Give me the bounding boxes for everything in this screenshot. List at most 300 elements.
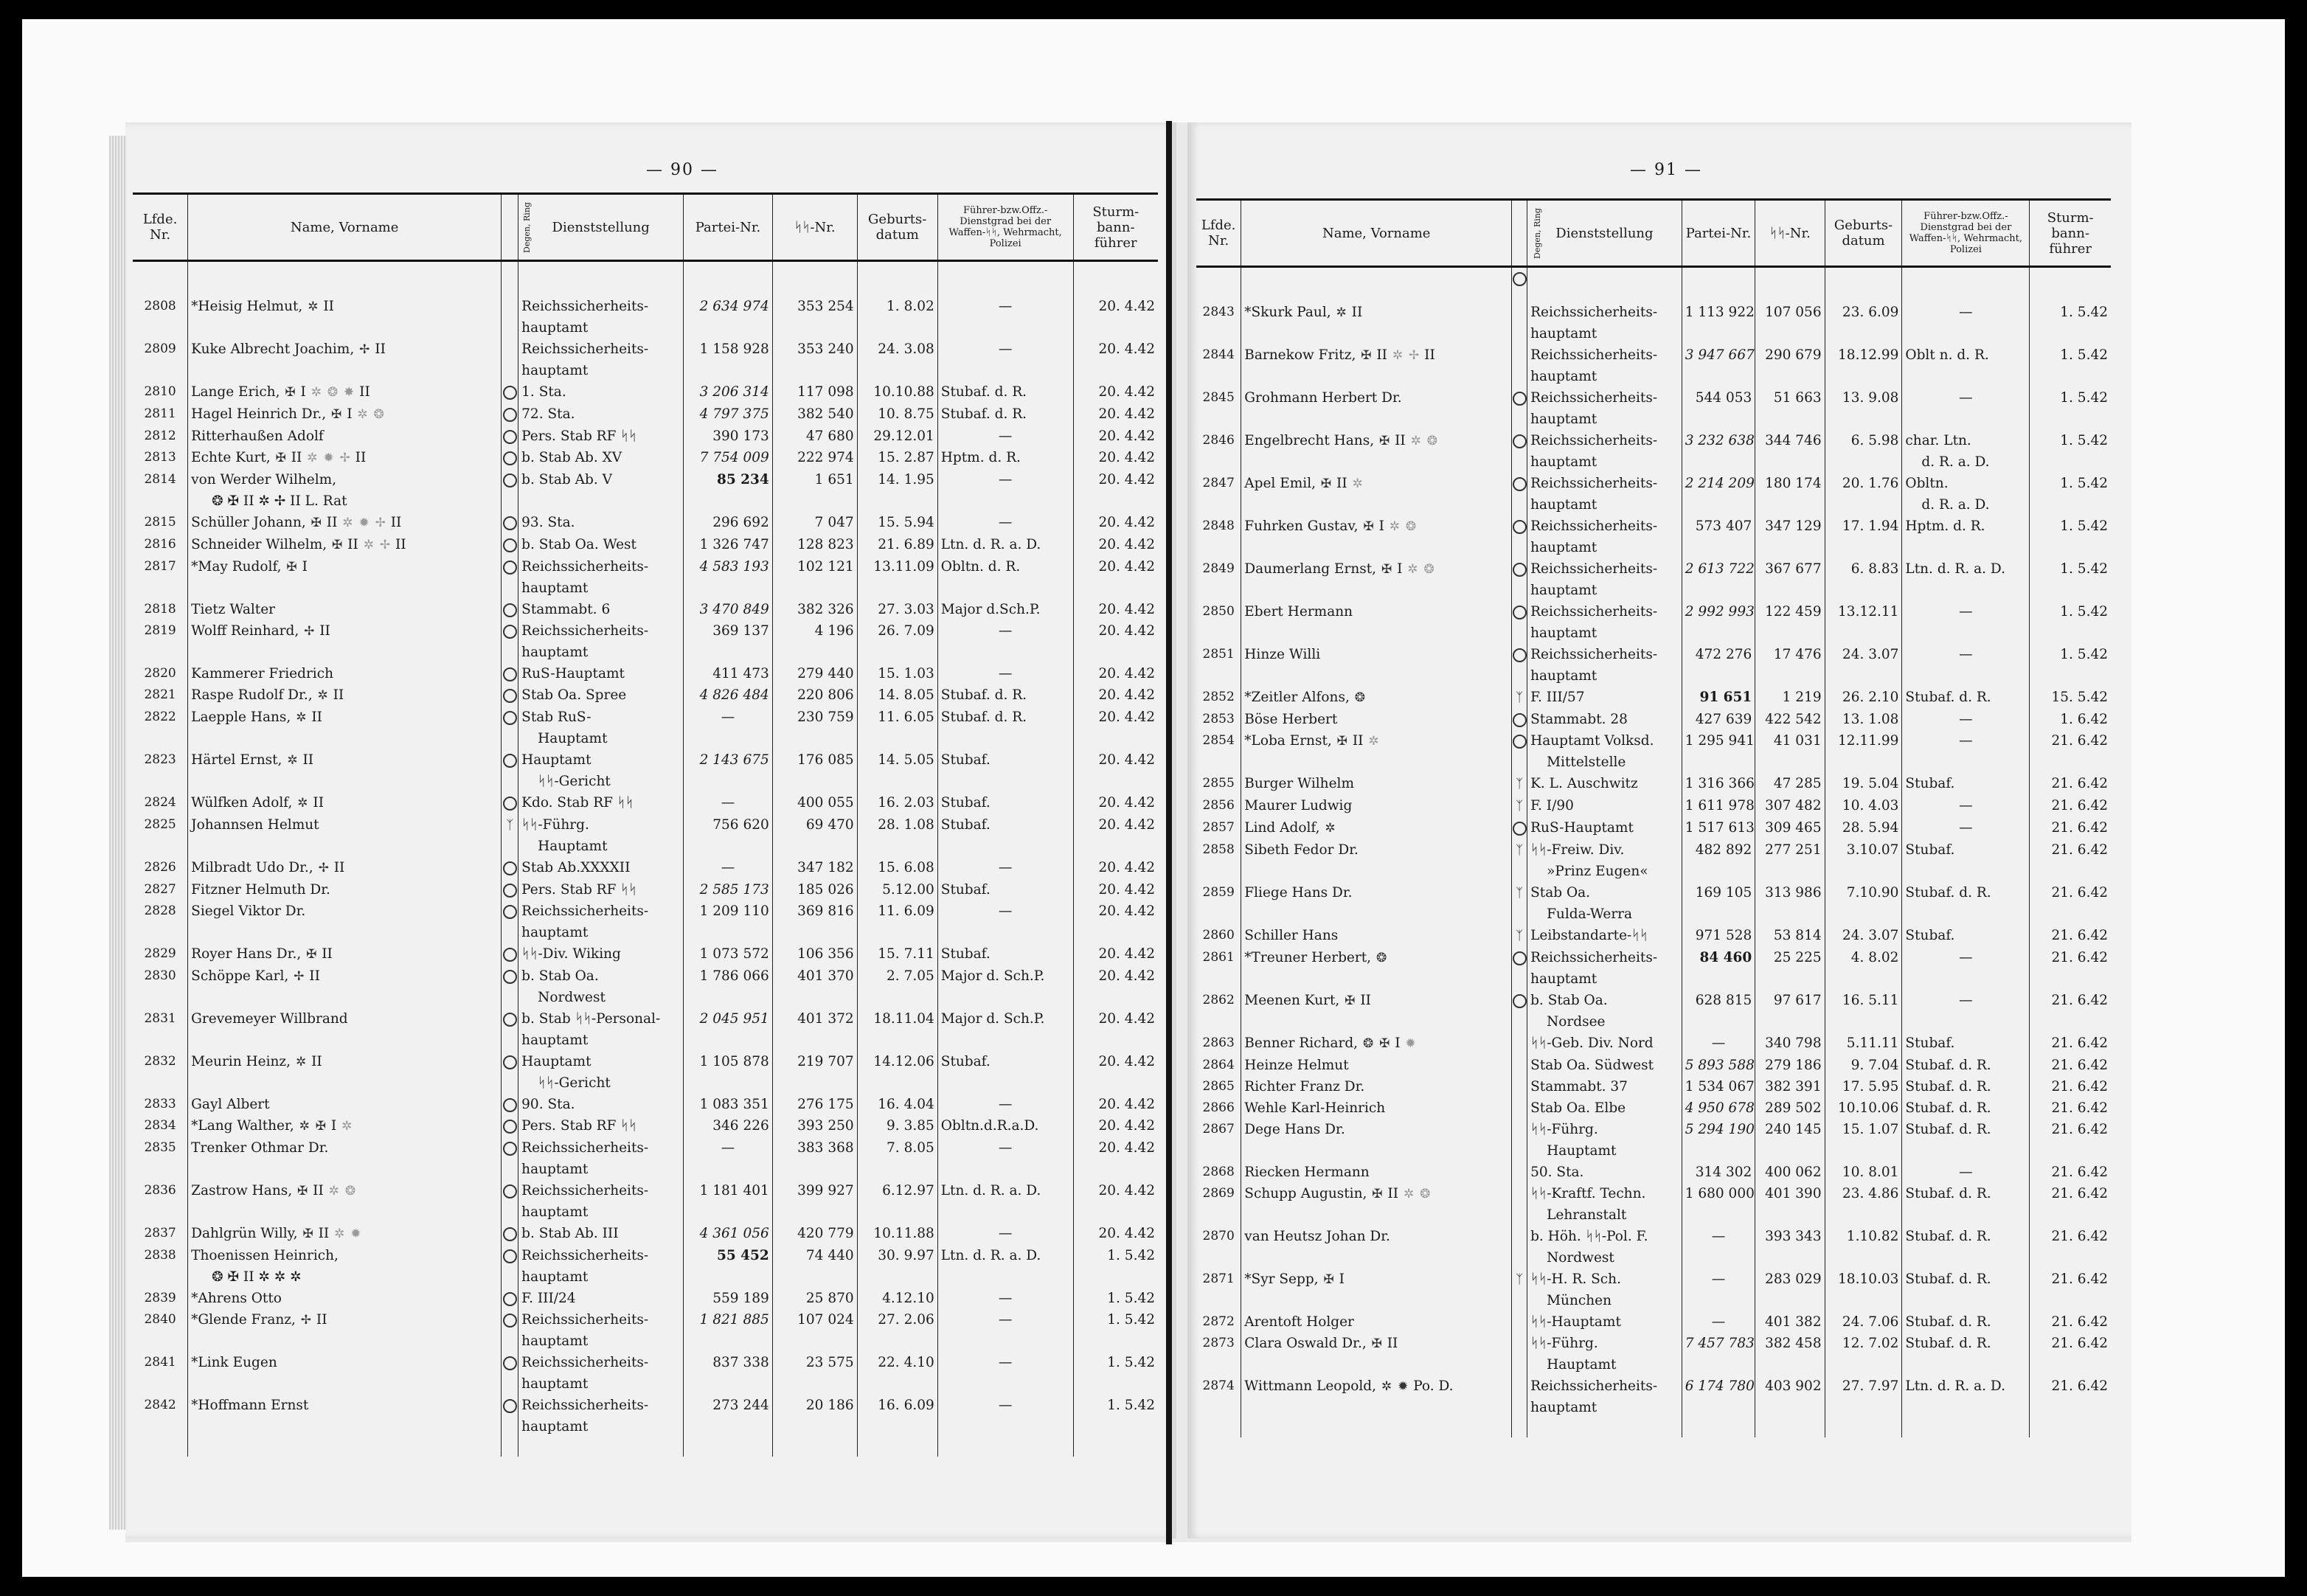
row-sturmbannfuehrer-date: 21. 6.42 [2030,839,2111,882]
dienststellung-line: 50. Sta. [1530,1165,1584,1180]
row-name-cell [188,901,502,943]
row-dienstgrad [937,339,1073,381]
row-sturmbannfuehrer-date: 20. 4.42 [1073,599,1158,620]
badge-icon: ✲ [311,385,322,400]
row-dienstgrad [937,857,1073,879]
decoration-grade: II [302,752,314,768]
row-number: 2819 [144,623,176,638]
sportabzeichen-icon: ✲ [308,299,319,314]
row-dienststellung [1527,1097,1682,1119]
row-geburtsdatum: 15. 1.03 [857,663,937,684]
row-ss-nr: 1 219 [1755,687,1825,709]
decoration-grade: II [1351,305,1363,320]
ring-cell [1512,516,1527,558]
row-dienststellung [518,261,684,339]
row-name: Maurer Ludwig [1244,798,1353,813]
ring-cell [1512,730,1527,773]
dienststellung-line: Kdo. Stab RF ᛋᛋ [521,795,634,811]
dienstgrad-line: Stubaf. d. R. [1905,885,1991,901]
row-name: von Werder Wilhelm, [191,472,337,488]
row-geburtsdatum: 13.12.11 [1825,601,1902,644]
row-number: 2824 [144,795,176,810]
page-number-right: — 91 — [1630,161,1702,179]
row-partei-nr: 4 361 056 [684,1223,773,1245]
row-geburtsdatum: 6. 8.83 [1825,558,1902,601]
row-dienststellung [1527,644,1682,687]
row-number: 2860 [1202,928,1235,943]
table-row [1196,1183,2111,1226]
row-sturmbannfuehrer-date: 20. 4.42 [1073,556,1158,599]
row-dienstgrad [937,1223,1073,1245]
row-name-cell [1241,1076,1512,1097]
row-geburtsdatum: 24. 3.07 [1825,644,1902,687]
sportabzeichen-icon: ✲ [297,796,308,811]
row-name: Schüller Johann, [191,515,306,530]
ring-circle-icon [503,1142,517,1156]
ring-cell [502,1094,518,1115]
row-dienststellung [1527,267,1682,345]
row-name: *May Rudolf, [191,559,282,575]
row-number: 2815 [144,515,176,530]
row-partei-nr: 482 892 [1682,839,1755,882]
ring-circle-icon [503,797,517,811]
row-number: 2874 [1202,1378,1235,1393]
row-name-cell [1241,1097,1512,1119]
row-dienstgrad [937,556,1073,599]
row-partei-nr: 1 105 878 [684,1051,773,1094]
dienststellung-line-2: hauptamt [1530,369,1597,384]
table-row [133,1115,1158,1137]
decoration-grade: II [1387,1336,1398,1351]
dienstgrad-line: Stubaf. d. R. [1905,1122,1991,1137]
decoration-grade: II [1395,433,1406,448]
row-dienstgrad [1902,1055,2030,1076]
row-partei-nr: 1 611 978 [1682,795,1755,817]
row-dienststellung [518,749,684,792]
dienstgrad-line: Stubaf. [1905,928,1955,943]
row-name: Laepple Hans, [191,709,291,725]
row-geburtsdatum: 1. 8.02 [857,261,937,339]
row-ss-nr: 4 196 [772,620,857,663]
table-row [1196,558,2111,601]
row-name-cell [1241,925,1512,947]
row-geburtsdatum: 5.12.00 [857,879,937,901]
table-row [133,965,1158,1008]
row-geburtsdatum: 29.12.01 [857,426,937,447]
row-dienstgrad [1902,1226,2030,1269]
row-ss-nr: 399 927 [772,1180,857,1223]
row-number: 2840 [144,1312,176,1327]
col-ss-nr: ᛋᛋ-Nr. [1755,200,1825,267]
decoration-grade: II [322,946,333,962]
dienstgrad-line: Ltn. d. R. a. D. [940,537,1041,552]
dienstgrad-line: Stubaf. [940,1054,991,1069]
dienstgrad-line: — [998,1291,1013,1306]
row-name: Zastrow Hans, [191,1183,293,1198]
row-name-cell [188,447,502,469]
wound-badge-icon: ✹ [323,451,334,465]
dienststellung-line: Stab Oa. Spree [521,687,627,703]
kvk-cross-icon: ✢ [304,624,315,639]
row-number: 2856 [1202,798,1235,813]
decoration-grade: II [375,341,386,357]
row-name-cell [1241,430,1512,473]
row-dienstgrad [1902,730,2030,773]
table-row [133,261,1158,339]
row-partei-nr: 1 209 110 [684,901,773,943]
row-ss-nr: 400 062 [1755,1162,1825,1183]
dienstgrad-line: — [1959,993,1973,1008]
row-geburtsdatum: 10.11.88 [857,1223,937,1245]
badge-icon: ✲ [307,451,318,465]
row-partei-nr: 3 232 638 [1682,430,1755,473]
dienstgrad-line: — [998,1312,1013,1328]
row-name: Richter Franz Dr. [1244,1079,1365,1094]
ring-circle-icon [1513,994,1527,1008]
badge-icon: ✲ [363,538,374,552]
row-name-cell [1241,344,1512,387]
ring-circle-icon [503,970,517,984]
row-name: Riecken Hermann [1244,1165,1370,1180]
row-geburtsdatum: 18.11.04 [857,1008,937,1051]
dienststellung-line: F. III/24 [521,1291,576,1306]
table-row [1196,267,2111,345]
row-dienststellung [518,1309,684,1352]
sportabzeichen-icon: ✲ [317,688,328,703]
iron-cross-icon: ✠ [1361,348,1372,363]
row-name-cell [1241,1033,1512,1055]
row-dienstgrad [1902,267,2030,345]
row-name: Wülfken Adolf, [191,795,293,811]
decoration-grade-2: II [355,450,367,465]
iron-cross-icon: ✠ [1379,1036,1390,1051]
row-name: *Ahrens Otto [191,1291,282,1306]
row-geburtsdatum: 14. 1.95 [857,469,937,512]
row-name: Lind Adolf, [1244,820,1320,836]
ring-cell [502,261,518,339]
row-number: 2866 [1202,1100,1235,1115]
ring-circle-icon [1513,563,1527,577]
badge-icon: ✲ [1410,434,1421,448]
badge-icon: ✲ [1368,734,1379,749]
dienststellung-line-2: hauptamt [521,1269,589,1285]
row-ss-nr: 382 540 [772,403,857,426]
dienststellung-line: b. Stab Oa. [1530,993,1608,1008]
table-row [133,403,1158,426]
row-number: 2838 [144,1248,176,1263]
row-number: 2810 [144,384,176,399]
row-geburtsdatum: 13. 1.08 [1825,709,1902,730]
row-dienstgrad [1902,601,2030,644]
dienststellung-line-2: hauptamt [521,925,589,940]
decoration-grade: I [1378,518,1384,534]
row-partei-nr: 1 680 000 [1682,1183,1755,1226]
row-dienstgrad [1902,839,2030,882]
row-name-cell [1241,267,1512,345]
dienststellung-line: ᛋᛋ-Freiw. Div. [1530,842,1625,858]
ring-cell [502,381,518,403]
badge-icon: ✲ [1352,476,1363,491]
dienststellung-line-2: Hauptamt [1547,1143,1617,1159]
dienststellung-line-2: Nordsee [1547,1014,1606,1030]
row-ss-nr: 97 617 [1755,990,1825,1033]
row-name: Apel Emil, [1244,476,1316,491]
col-degen-ring [502,194,532,261]
row-partei-nr: 837 338 [684,1352,773,1395]
dienststellung-line: b. Stab Ab. V [521,472,612,488]
dienststellung-line: Reichssicherheits- [521,1183,649,1198]
row-ss-nr: 347 182 [772,857,857,879]
row-name-cell [188,620,502,663]
row-dienstgrad [937,512,1073,534]
ring-cell [502,556,518,599]
table-row [133,599,1158,620]
register-body-right [1196,267,2111,1438]
ring-cell [1512,473,1527,516]
dienststellung-line: Reichssicherheits- [521,341,649,357]
row-partei-nr: 1 316 366 [1682,773,1755,795]
row-name-cell [1241,644,1512,687]
row-dienstgrad [937,1051,1073,1094]
row-partei-nr: 369 137 [684,620,773,663]
ring-cell [1512,1333,1527,1375]
dienstgrad-line: — [1959,712,1973,727]
row-name-cell [1241,990,1512,1033]
row-name: Heinze Helmut [1244,1058,1349,1073]
dienstgrad-line: Obltn. [1905,476,1949,491]
row-name: *Lang Walther, [191,1118,294,1134]
row-sturmbannfuehrer-date: 21. 6.42 [2030,1183,2111,1226]
row-dienststellung [518,879,684,901]
ring-cell [1512,344,1527,387]
row-sturmbannfuehrer-date: 1. 5.42 [2030,387,2111,430]
row-geburtsdatum: 7. 8.05 [857,1137,937,1180]
row-partei-nr: 346 226 [684,1115,773,1137]
dienstgrad-line: Obltn.d.R.a.D. [940,1118,1039,1134]
dienstgrad-line: Stubaf. [940,795,991,811]
row-number: 2818 [144,602,176,617]
row-geburtsdatum: 4. 8.02 [1825,947,1902,990]
table-row [1196,1162,2111,1183]
row-name: Hagel Heinrich Dr., [191,406,327,422]
row-dienstgrad [937,1115,1073,1137]
ring-cell [1512,1055,1527,1076]
row-ss-nr: 382 458 [1755,1333,1825,1375]
row-number: 2852 [1202,690,1235,704]
row-number: 2835 [144,1140,176,1155]
dienstgrad-line: Stubaf. [940,752,991,768]
row-geburtsdatum: 23. 6.09 [1825,267,1902,345]
row-name-cell [188,814,502,857]
dienstgrad-line: — [998,1097,1013,1112]
dienststellung-line: b. Stab Oa. [521,968,599,984]
row-partei-nr: 2 143 675 [684,749,773,792]
ring-cell [502,403,518,426]
row-name-cell [188,426,502,447]
dienststellung-line: F. III/57 [1530,690,1585,705]
table-row [133,792,1158,814]
dienstgrad-line: — [1959,647,1973,662]
row-ss-nr: 401 370 [772,965,857,1008]
row-geburtsdatum: 14. 8.05 [857,684,937,707]
row-sturmbannfuehrer-date: 20. 4.42 [1073,879,1158,901]
ring-cell [502,879,518,901]
row-dienstgrad [1902,817,2030,839]
row-sturmbannfuehrer-date: 21. 6.42 [2030,1226,2111,1269]
row-dienstgrad [937,261,1073,339]
dienststellung-line-2: hauptamt [521,1033,589,1048]
row-sturmbannfuehrer-date: 1. 5.42 [2030,558,2111,601]
dienstgrad-line: — [998,860,1013,875]
ring-circle-icon [503,905,517,919]
ring-cell [502,469,518,512]
dienstgrad-line: Obltn. d. R. [940,559,1021,575]
row-name-cell [188,1309,502,1352]
table-row [1196,1226,2111,1269]
row-dienstgrad [937,901,1073,943]
dienstgrad-line: Stubaf. d. R. [1905,690,1991,705]
ring-rune-icon: ᛉ [1516,1272,1524,1287]
table-row [133,556,1158,599]
row-geburtsdatum: 15. 1.07 [1825,1119,1902,1162]
badge-icon: ✲ [1407,562,1418,577]
left-page [125,122,1176,1538]
table-row [133,339,1158,381]
row-name: *Treuner Herbert, [1244,950,1372,965]
row-ss-nr: 369 816 [772,901,857,943]
row-dienstgrad [1902,1076,2030,1097]
ring-circle-icon [503,1399,517,1413]
row-name-cell [1241,687,1512,709]
row-name: Härtel Ernst, [191,752,282,768]
row-dienststellung [518,663,684,684]
row-sturmbannfuehrer-date: 1. 5.42 [2030,644,2111,687]
row-dienststellung [1527,1033,1682,1055]
row-ss-nr: 25 870 [772,1288,857,1309]
row-partei-nr: 5 893 588 [1682,1055,1755,1076]
dienststellung-line: ᛋᛋ-H. R. Sch. [1530,1271,1621,1287]
dienstgrad-line: Stubaf. d. R. [1905,1336,1991,1351]
iron-cross-icon: ✠ [306,947,317,962]
dienststellung-line-2: hauptamt [521,363,589,378]
page-edges [109,136,127,1530]
row-name: Clara Oswald Dr., [1244,1336,1367,1351]
dienststellung-line: b. Stab Oa. West [521,537,636,552]
table-row [133,1223,1158,1245]
ring-circle-icon [1513,713,1527,727]
row-dienstgrad [1902,773,2030,795]
row-name: Fitzner Helmuth Dr. [191,882,330,898]
badge-icon: ✲ [1389,519,1401,534]
decoration-line: ❂ ✠ II ✲ ✲ ✲ [212,1269,302,1285]
ring-cell [1512,644,1527,687]
row-dienststellung [1527,601,1682,644]
row-dienststellung [518,1245,684,1288]
ring-circle-icon [503,451,517,465]
row-ss-nr: 230 759 [772,707,857,749]
table-row [133,749,1158,792]
decoration-grade-2: II [359,384,370,400]
table-row [133,1288,1158,1309]
row-geburtsdatum: 5.11.11 [1825,1033,1902,1055]
dienstgrad-line: Stubaf. [1905,842,1955,858]
table-row [1196,1269,2111,1311]
row-number: 2817 [144,559,176,574]
iron-cross-icon: ✠ [302,1227,313,1241]
row-geburtsdatum: 16. 6.09 [857,1395,937,1457]
decoration-grade: II [323,299,334,314]
row-partei-nr: 1 534 067 [1682,1076,1755,1097]
dienstgrad-line: — [998,472,1013,488]
row-partei-nr: 91 651 [1682,687,1755,709]
ring-cell [502,792,518,814]
row-dienstgrad [937,792,1073,814]
row-sturmbannfuehrer-date: 21. 6.42 [2030,1375,2111,1437]
row-dienstgrad [1902,1269,2030,1311]
row-dienststellung [1527,773,1682,795]
ring-rune-icon: ᛉ [1516,886,1524,901]
row-partei-nr: 296 692 [684,512,773,534]
table-row [133,857,1158,879]
row-name: Meurin Heinz, [191,1054,291,1069]
ring-cell [1512,1311,1527,1333]
row-sturmbannfuehrer-date: 21. 6.42 [2030,1076,2111,1097]
col-geburtsdatum: Geburts-datum [857,194,937,261]
iron-cross-icon: ✠ [285,385,296,400]
col-dienstgrad: Führer-bzw.Offz.-Dienstgrad bei der Waffen-ᛋᛋ, Wehrmacht, Polizei [937,194,1073,261]
dienststellung-line-2: hauptamt [1530,1400,1597,1415]
dienststellung-line-2: hauptamt [1530,583,1597,598]
table-row [1196,947,2111,990]
row-dienstgrad [1902,1375,2030,1437]
iron-cross-icon: ✠ [331,407,342,422]
decoration-grade: II [313,795,325,811]
ring-circle-icon [503,625,517,639]
row-geburtsdatum: 6. 5.98 [1825,430,1902,473]
row-ss-nr: 382 391 [1755,1076,1825,1097]
row-geburtsdatum: 14.12.06 [857,1051,937,1094]
page-number-left: — 90 — [646,161,718,179]
row-partei-nr: 2 613 722 [1682,558,1755,601]
dienstgrad-line: Stubaf. d. R. [1905,1186,1991,1201]
row-dienstgrad [1902,1162,2030,1183]
row-sturmbannfuehrer-date: 20. 4.42 [1073,814,1158,857]
badge-icon: ❂ [1420,1187,1431,1201]
dienststellung-line-2: hauptamt [1530,454,1597,470]
row-name: Schöppe Karl, [191,968,289,984]
header-row [1196,200,2111,267]
ring-cell [1512,925,1527,947]
ring-cell [1512,1076,1527,1097]
decoration-grade-2: II [390,515,402,530]
row-partei-nr: 7 754 009 [684,447,773,469]
ring-circle-icon [1513,272,1527,286]
row-dienststellung [1527,1375,1682,1437]
row-ss-nr: 69 470 [772,814,857,857]
row-sturmbannfuehrer-date: 1. 5.42 [1073,1309,1158,1352]
row-sturmbannfuehrer-date: 20. 4.42 [1073,1008,1158,1051]
row-ss-nr: 47 285 [1755,773,1825,795]
row-number: 2814 [144,472,176,487]
table-row [133,1180,1158,1223]
col-degen-ring-label: Degen, Ring [1533,207,1543,259]
row-sturmbannfuehrer-date: 20. 4.42 [1073,403,1158,426]
table-row [133,1008,1158,1051]
row-number: 2823 [144,752,176,767]
row-dienstgrad [937,1180,1073,1223]
row-partei-nr: 4 826 484 [684,684,773,707]
sportabzeichen-icon: ✲ [296,710,307,725]
